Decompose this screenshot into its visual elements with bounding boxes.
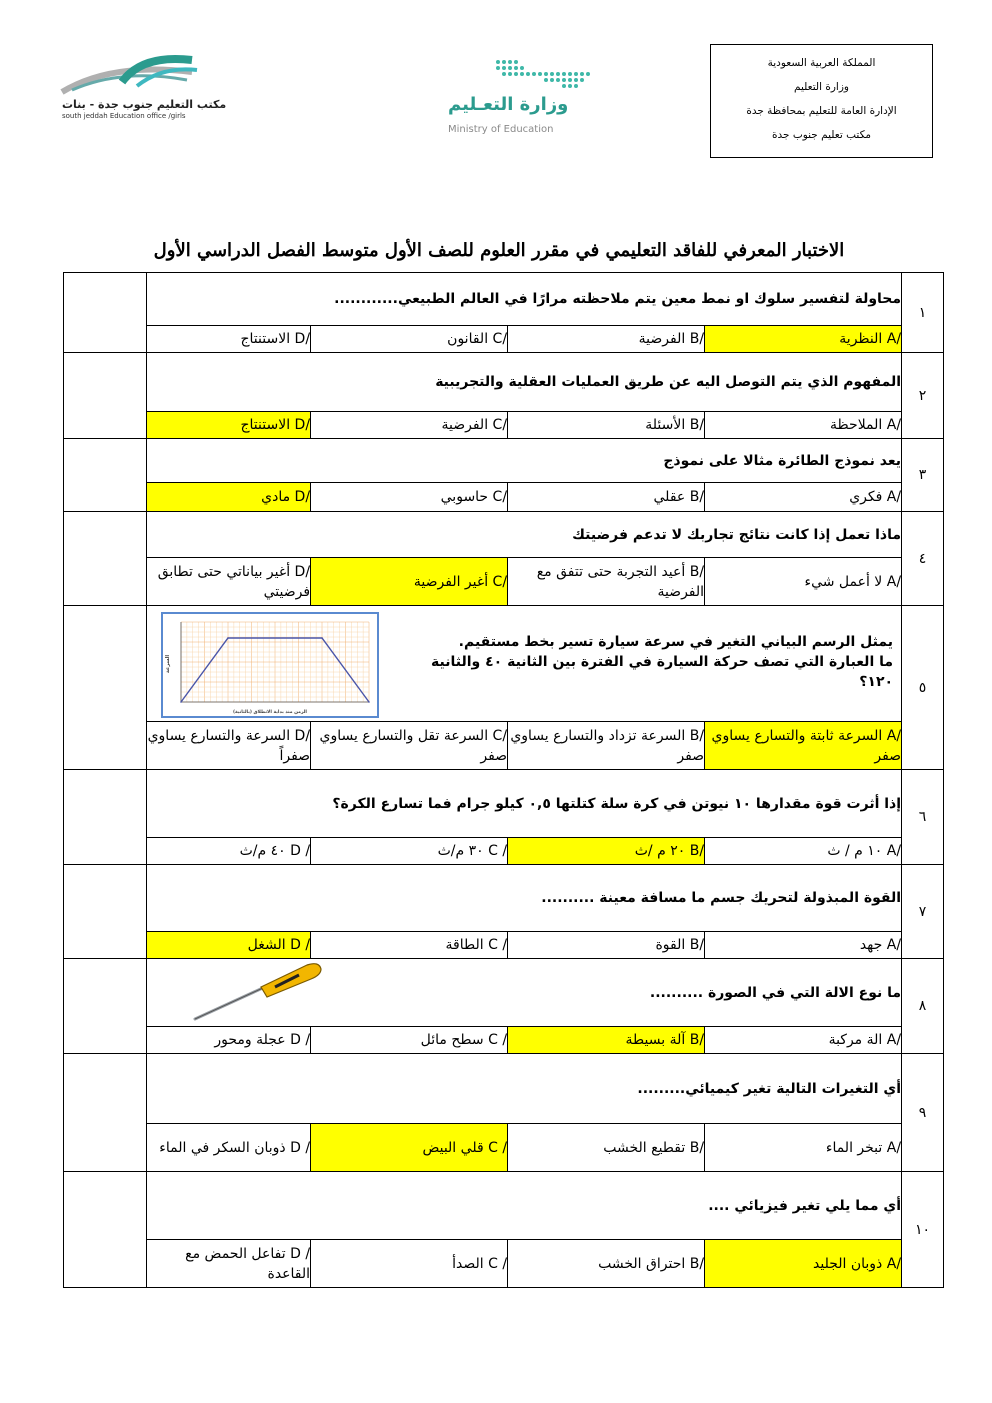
south-jeddah-logo [52,52,227,130]
option-b[interactable] [508,1124,705,1172]
option-text: الملاحظة [830,417,883,433]
chart-canvas [163,614,377,716]
option-tag: C/ [492,331,508,347]
option-tag: D / [290,1032,311,1048]
option-text: أغير الفرضية [413,573,489,590]
option-tag: D / [290,1245,311,1262]
question-number: ٦ [902,770,944,865]
option-tag: A/ [886,1255,902,1272]
option-b[interactable] [508,932,705,959]
question-number: ٤ [902,512,944,606]
margin-cell [64,353,147,439]
option-text: ٣٠ م/ث [437,843,484,859]
option-tag: B/ [689,1139,705,1156]
option-text: القانون [447,331,489,347]
speed-time-chart [161,612,379,718]
chart-point [321,637,323,639]
logo-left-line1: مكتب التعليم جنوب جدة - بنات [62,98,227,111]
question-row [64,865,944,932]
option-tag: C/ [492,417,508,433]
question-stem [147,959,902,1027]
option-text: السرعة تزداد والتسارع يساوي صفر [510,727,705,764]
chart-xlabel: الزمن منذ بداية الانطلاق (بالثانية) [233,710,307,715]
option-tag: B/ [689,1032,705,1048]
option-tag: D/ [294,417,311,433]
question-stem: يعد نموذج الطائرة مثالا على نموذج [147,439,902,483]
option-text: تقطيع الخشب [603,1139,686,1156]
option-text: الاستنتاج [240,417,291,433]
question-stem-text [393,632,893,692]
question-stem [147,606,902,722]
option-tag: B/ [689,1255,705,1272]
question-stem: أي مما يلي تغير فيزيائي .... [147,1172,902,1240]
option-text: عقلي [653,489,686,505]
option-b[interactable] [508,1240,705,1288]
option-text: الفرضية [441,417,489,433]
question-number: ٩ [902,1054,944,1172]
option-text: جهد [859,937,883,953]
option-tag: B/ [689,727,705,744]
chart-point [180,701,182,703]
option-tag: D / [290,843,311,859]
option-a[interactable] [705,483,902,512]
option-d[interactable] [147,558,311,606]
options-row [64,1027,944,1054]
chart-point [227,637,229,639]
header-line: وزارة التعليم [794,81,849,93]
question-row [64,512,944,558]
option-tag: A/ [886,489,902,505]
option-text: لا أعمل شيء [804,573,883,590]
option-c[interactable] [311,1124,508,1172]
question-stem: أي التغيرات التالية تغير كيميائي......... [147,1054,902,1124]
option-a[interactable] [705,932,902,959]
logo-left-line2: south jeddah Education office /girls [62,112,186,120]
screwdriver-icon [187,961,327,1023]
option-text: احتراق الخشب [598,1255,686,1272]
option-tag: A/ [886,573,902,590]
option-c[interactable] [311,1240,508,1288]
option-tag: C/ [492,489,508,505]
option-text: أعيد التجربة حتى تتفق مع الفرضية [536,563,705,600]
options-row [64,483,944,512]
option-text: فكري [849,489,883,505]
page-title: الاختبار المعرفي للفاقد التعليمي في مقرر العلوم للصف الأول متوسط الفصل الدراسي الأول [153,240,845,261]
option-b[interactable] [508,483,705,512]
question-stem: محاولة لتفسير سلوك او نمط معين يتم ملاحظته مرارًا في العالم الطبيعي............ [147,273,902,326]
options-row [64,838,944,865]
margin-cell [64,959,147,1054]
option-tag: B/ [689,489,705,505]
option-d[interactable] [147,1240,311,1288]
option-text: تفاعل الحمض مع القاعدة [185,1245,311,1282]
option-tag: C / [488,937,508,953]
option-text: النظرية [839,331,883,347]
option-text: حاسوبي [440,489,489,505]
option-tag: A/ [886,843,902,859]
option-text: ٤٠ م/ث [239,843,286,859]
option-b[interactable] [508,722,705,770]
option-d[interactable] [147,412,311,439]
option-a[interactable] [705,1027,902,1054]
question-stem: ماذا تعمل إذا كانت نتائج تجاربك لا تدعم فرضيتك [147,512,902,558]
option-text: ذوبان الجليد [813,1255,883,1272]
option-tag: C / [488,1139,508,1156]
option-c[interactable] [311,932,508,959]
option-d[interactable] [147,722,311,770]
option-text: ٢٠ م /ث [634,843,686,859]
option-tag: D/ [294,489,311,505]
question-row [64,353,944,412]
question-stem-text: ما نوع الالة التي في الصورة .......... [649,984,902,1001]
option-text: مادي [261,489,291,505]
option-tag: A/ [886,937,902,953]
margin-cell [64,1054,147,1172]
question-stem: المفهوم الذي يتم التوصل اليه عن طريق العمليات العقلية والتجريبية [147,353,902,412]
option-text: ١٠ م / ث [827,843,883,859]
option-c[interactable] [311,412,508,439]
option-tag: C/ [492,727,508,744]
option-tag: C/ [492,573,508,590]
option-text: قلي البيض [422,1139,484,1156]
option-text: الأسئلة [645,417,686,433]
question-number: ٨ [902,959,944,1054]
options-row [64,1240,944,1288]
option-a[interactable] [705,722,902,770]
question-stem-line: ما العبارة التي تصف حركة السيارة في الفترة بين الثانية ٤٠ والثانية ١٢٠؟ [431,654,894,690]
option-c[interactable] [311,722,508,770]
option-b[interactable] [508,412,705,439]
question-stem: القوة المبذولة لتحريك جسم ما مسافة معينة .......... [147,865,902,932]
option-text: الاستنتاج [240,331,291,347]
option-text: السرعة والتسارع يساوي صفراً [147,727,311,764]
ministry-dots-icon [440,54,605,94]
options-row [64,722,944,770]
option-d[interactable] [147,1027,311,1054]
option-tag: B/ [689,843,705,859]
logo-swoosh-icon [52,52,202,98]
option-c[interactable] [311,483,508,512]
ministry-name-ar: وزارة التعـليم [448,94,569,115]
option-tag: D/ [294,727,311,744]
question-row [64,959,944,1027]
question-row [64,273,944,326]
chart-point [368,701,370,703]
option-text: ذوبان السكر في الماء [159,1139,286,1156]
margin-cell [64,865,147,959]
ministry-name-en: Ministry of Education [448,124,554,135]
option-c[interactable] [311,1027,508,1054]
option-text: الصدأ [452,1255,484,1272]
option-d[interactable] [147,1124,311,1172]
option-text: الشغل [247,937,286,953]
option-text: الطاقة [445,937,484,953]
option-tag: D/ [294,563,311,580]
chart-background [163,614,377,716]
option-text: آلة بسيطة [625,1032,686,1048]
option-tag: C / [488,1255,508,1272]
question-stem-line: يمثل الرسم البياني التغير في سرعة سيارة تسير بخط مستقيم. [458,634,894,650]
option-b[interactable] [508,838,705,865]
option-c[interactable] [311,558,508,606]
options-row [64,412,944,439]
question-row [64,770,944,838]
question-row [64,1054,944,1124]
margin-cell [64,512,147,606]
option-b[interactable] [508,1027,705,1054]
option-tag: A/ [886,1139,902,1156]
option-tag: B/ [689,937,705,953]
option-text: سطح مائل [420,1032,484,1048]
option-a[interactable] [705,1124,902,1172]
margin-cell [64,1172,147,1288]
option-text: الفرضية [638,331,686,347]
option-tag: A/ [886,331,902,347]
question-number: ١٠ [902,1172,944,1288]
option-text: أغير بياناتي حتى تطابق فرضيتي [157,563,311,600]
options-row [64,1124,944,1172]
question-number: ٧ [902,865,944,959]
option-tag: A/ [886,1032,902,1048]
question-row [64,1172,944,1240]
header-line: الإدارة العامة للتعليم بمحافظة جدة [746,105,897,117]
question-number: ٣ [902,439,944,512]
quiz-table [63,272,944,1288]
option-text: السرعة تقل والتسارع يساوي صفر [319,727,508,764]
option-b[interactable] [508,326,705,353]
margin-cell [64,770,147,865]
options-row [64,558,944,606]
option-b[interactable] [508,558,705,606]
option-tag: B/ [689,331,705,347]
option-a[interactable] [705,1240,902,1288]
question-number: ٥ [902,606,944,770]
ministry-logo [440,54,605,144]
option-tag: B/ [689,417,705,433]
option-tag: A/ [886,417,902,433]
option-d[interactable] [147,326,311,353]
header-line: مكتب تعليم جنوب جدة [771,129,871,141]
question-number: ٢ [902,353,944,439]
chart-ylabel: السرعة [165,654,171,674]
question-stem: إذا أثرت قوة مقدارها ١٠ نيوتن في كرة سلة كتلتها ٠,٥ كيلو جرام فما تسارع الكرة؟ [147,770,902,838]
header-info-box [710,44,933,158]
margin-cell [64,606,147,770]
option-c[interactable] [311,838,508,865]
header-line: المملكة العربية السعودية [767,57,876,69]
option-a[interactable] [705,326,902,353]
option-d[interactable] [147,932,311,959]
option-d[interactable] [147,483,311,512]
option-tag: B/ [689,563,705,580]
option-tag: D/ [294,331,311,347]
option-text: القوة [655,937,686,953]
question-number: ١ [902,273,944,353]
option-a[interactable] [705,838,902,865]
question-row [64,606,944,722]
option-text: عجلة ومحور [214,1032,286,1048]
option-text: السرعة ثابتة والتسارع يساوي صفر [711,727,902,764]
question-row [64,439,944,483]
options-row [64,326,944,353]
option-tag: D / [290,937,311,953]
option-tag: C / [488,843,508,859]
option-text: الة مركبة [828,1032,883,1048]
option-c[interactable] [311,326,508,353]
margin-cell [64,439,147,512]
option-d[interactable] [147,838,311,865]
option-tag: A/ [886,727,902,744]
option-a[interactable] [705,412,902,439]
options-row [64,932,944,959]
option-tag: C / [488,1032,508,1048]
option-text: تبخر الماء [825,1139,883,1156]
margin-cell [64,273,147,353]
option-a[interactable] [705,558,902,606]
option-tag: D / [290,1139,311,1156]
